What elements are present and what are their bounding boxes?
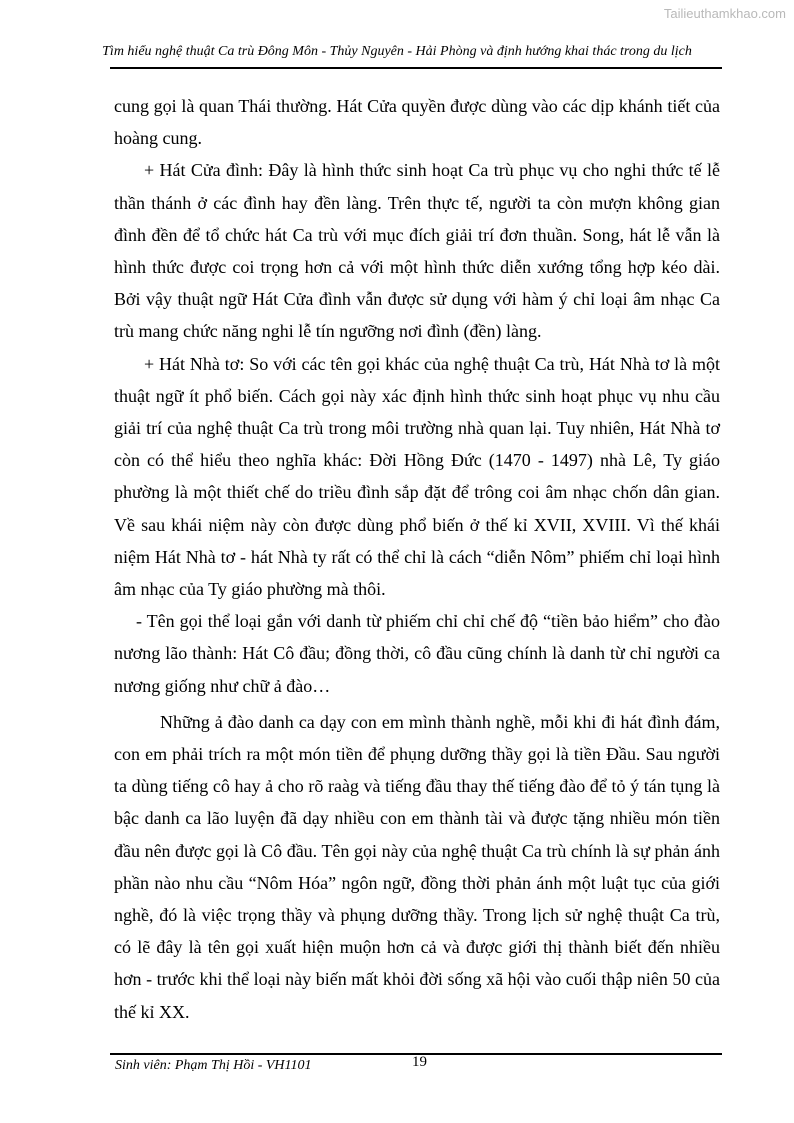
document-body — [114, 90, 720, 1028]
paragraph-tien-dau: Những ả đào danh ca dạy con em mình thành nghề, mỗi khi đi hát đình đám, con em phải trích ra một món tiền để phụng dưỡng thầy gọi là tiền Đầu. Sau người ta dùng tiếng cô hay ả cho rõ raàg và tiếng đầu thay thế tiếng đào để tỏ ý tán tụng là bậc danh ca lão luyện đã dạy nhiều con em thành tài và được tặng nhiều món tiền đầu nên được gọi là Cô đầu. Tên gọi này của nghệ thuật Ca trù chính là sự phản ánh phần nào nhu cầu “Nôm Hóa” ngôn ngữ, đồng thời phản ánh một luật tục của giới nghề, đó là việc trọng thầy và phụng dưỡng thầy. Trong lịch sử nghệ thuật Ca trù, có lẽ đây là tên gọi xuất hiện muộn hơn cả và được giới thị thành biết đến nhiều hơn - trước khi thể loại này biến mất khỏi đời sống xã hội vào cuối thập niên 50 của thế kỉ XX. — [114, 711, 720, 1022]
paragraph-hat-co-dau: - Tên gọi thể loại gắn với danh từ phiếm chỉ chỉ chế độ “tiền bảo hiểm” cho đào nương lão thành: Hát Cô đầu; đồng thời, cô đầu cũng chính là danh từ chỉ người ca nương giống như chữ ả đào… — [114, 611, 720, 696]
page-number: 19 — [412, 1054, 427, 1070]
running-header: Tìm hiểu nghệ thuật Ca trù Đông Môn - Thủy Nguyên - Hải Phòng và định hướng khai thác trong du lịch — [102, 44, 692, 59]
paragraph-hat-cua-dinh: + Hát Cửa đình: Đây là hình thức sinh hoạt Ca trù phục vụ cho nghi thức tế lễ thần thánh ở các đình hay đền làng. Trên thực tế, người ta còn mượn không gian đình đền để tổ chức hát Ca trù với mục đích giải trí đơn thuần. Song, hát lễ vẫn là hình thức được coi trọng hơn cả với một hình thức diễn xướng tổng hợp kéo dài. Bởi vậy thuật ngữ Hát Cửa đình vẫn được sử dụng với hàm ý chỉ loại âm nhạc Ca trù mang chức năng nghi lễ tín ngưỡng nơi đình (đền) làng. — [114, 160, 720, 342]
watermark: Tailieuthamkhao.com — [663, 6, 786, 21]
paragraph-hat-nha-to: + Hát Nhà tơ: So với các tên gọi khác của nghệ thuật Ca trù, Hát Nhà tơ là một thuật ngữ ít phổ biến. Cách gọi này xác định hình thức sinh hoạt phục vụ nhu cầu giải trí của nghệ thuật Ca trù trong môi trường nhà quan lại. Tuy nhiên, Hát Nhà tơ còn có thể hiểu theo nghĩa khác: Đời Hồng Đức (1470 - 1497) nhà Lê, Ty giáo phường là một thiết chế do triều đình sắp đặt để trông coi âm nhạc chốn dân gian. Về sau khái niệm này còn được dùng phổ biến ở thế kỉ XVII, XVIII. Vì thế khái niệm Hát Nhà tơ - hát Nhà ty rất có thể chỉ là cách “diễn Nôm” phiếm chỉ loại hình âm nhạc của Ty giáo phường mà thôi. — [114, 353, 720, 600]
header-divider — [110, 67, 722, 69]
footer-student-name: Sinh viên: Phạm Thị Hồi - VH1101 — [115, 1058, 312, 1073]
paragraph-hat-cua-quyen-end: cung gọi là quan Thái thường. Hát Cửa quyền được dùng vào các dịp khánh tiết của hoàng cung. — [114, 96, 720, 149]
